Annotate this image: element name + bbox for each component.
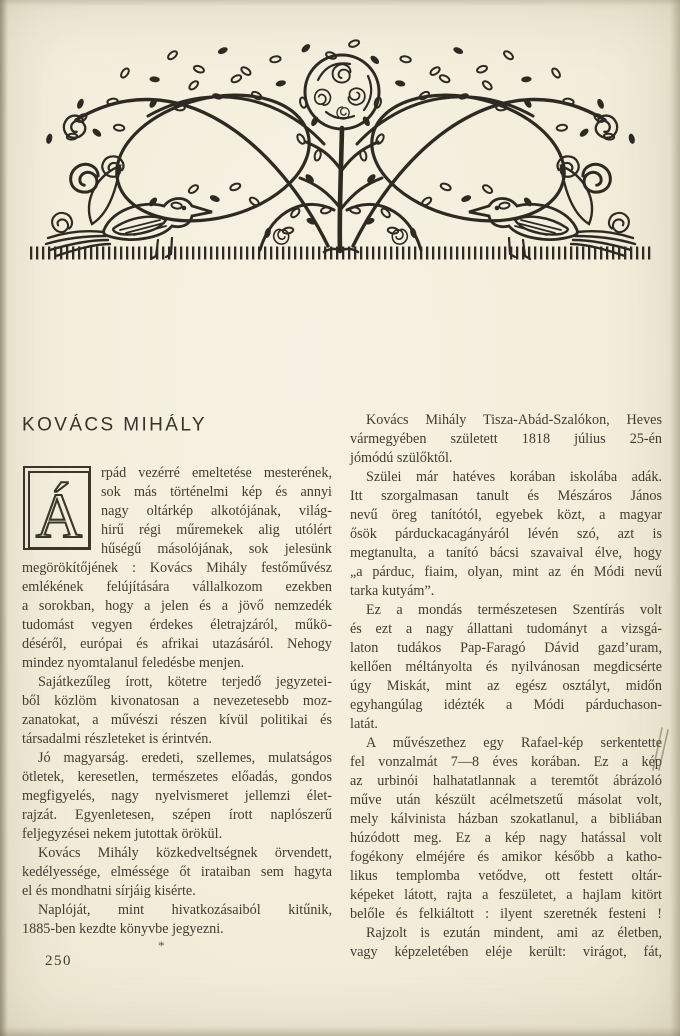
text-line: fogékony elméjére és amikor később a katho- [350, 849, 662, 865]
paper-edge-right [670, 0, 680, 1036]
paragraph [22, 749, 332, 844]
text-line: megörökítőjének : Kovács Mihály festőművész [22, 560, 332, 576]
text-line: Ez a mondás természetesen Szentírás volt [366, 602, 662, 618]
text-line: társadalmi részleteket is érintvén. [22, 731, 212, 747]
text-line: „a párduc, fiaim, olyan, mint az én Módi nevű [350, 564, 662, 580]
text-line: a sorokban, hogy a jelen és a jövő nemzedék [22, 598, 332, 614]
paragraph [350, 601, 662, 734]
text-line: úgy Miskát, mint az egész osztályt, midőn [350, 678, 662, 694]
article-title: KOVÁCS MIHÁLY [22, 414, 207, 436]
text-line: mely kálvinista házban szokatlanul, a bibliában [350, 811, 662, 827]
paragraph [22, 844, 332, 901]
text-line: megtanulta, a tanító bácsi szavaival élve, hogy [350, 545, 662, 561]
section-separator-asterisk: * [158, 938, 165, 953]
text-line: hirű régi műremekek alig utólért [101, 522, 332, 538]
text-line: latát. [350, 716, 378, 732]
text-line: hűségű másolójának, sok jelesünk [101, 541, 332, 557]
text-line: mindez nyomtalanul feledésbe menjen. [22, 655, 245, 671]
text-line: laton tudákos Pap-Faragó Dávid gazd’uram, [350, 640, 662, 656]
text-line: Jó magyarság. eredeti, szellemes, mulatságos [38, 750, 332, 766]
paragraph [22, 464, 332, 673]
paper-edge-left [0, 0, 8, 1036]
drop-cap-box [23, 466, 91, 550]
paragraph [350, 734, 662, 924]
text-line: ősök párduckacagányáról lévén szó, azt is [350, 526, 662, 542]
text-line: Szülei már hatéves korában iskolába adák. [366, 469, 662, 485]
text-line: kellően méltányolta és nyilvánosan megdicsérte [350, 659, 662, 675]
text-line: Naplóját, mint hivatkozásaiból kitűnik, [38, 902, 332, 918]
text-line: húzódott meg. Ez a kép nagy hatással volt [350, 830, 662, 846]
text-line: és ezt a nagy állattani tudományt a vizsgá- [350, 621, 662, 637]
paragraph [22, 673, 332, 749]
text-line: Kovács Mihály Tisza-Abád-Szalókon, Heves [366, 412, 662, 428]
text-line: Rajzolt is ezután mindent, ami az életben, [366, 925, 662, 941]
text-line: likus templomba vetődve, ott festett oltár- [350, 868, 662, 884]
page-number: 250 [45, 953, 72, 969]
text-line: nevű öreg tanítótól, egyebek közt, a magyar [350, 507, 662, 523]
text-line: belőle és felkiáltott : ilyent szeretnék festeni ! [350, 906, 662, 922]
text-line: feljegyzései nekem jutottak örökül. [22, 826, 223, 842]
text-line: fel vonzalmát 7—8 éves korában. Ez a kép [350, 754, 662, 770]
text-line: az urbinói halhatatlannak a teremtőt ábrázoló [350, 773, 662, 789]
paragraph [22, 901, 332, 939]
text-line: Kovács Mihály közkedveltségnek örvendett, [38, 845, 332, 861]
text-line: kedélyessége, elméssége őt irataiban sem hagyta [22, 864, 332, 880]
text-line: zanatokat, a művészi részen kívül politikai és [22, 712, 332, 728]
text-line: vagy képzeletében eléje került: virágot, fát, [350, 944, 662, 960]
text-line: sok más történelmi kép és annyi [101, 484, 332, 500]
text-line: rpád vezérré emeltetése mesterének, [101, 465, 332, 481]
paragraph [350, 924, 662, 962]
text-line: Sajátkezűleg írott, kötetre terjedő jegyzetei- [38, 674, 332, 690]
text-line: egyhangúlag idézték a Módi párduchason- [350, 697, 662, 713]
text-line: nagy oltárkép alkotójának, világ- [101, 503, 332, 519]
paragraph [350, 411, 662, 468]
text-line: el és mondhatni sírjáig kisérte. [22, 883, 196, 899]
drop-cap-letter: Á [35, 480, 83, 551]
text-line: Itt szorgalmasan tanult és Mészáros János [350, 488, 662, 504]
text-line: déséről, európai és afrikai utazásáról. Nehogy [22, 636, 332, 652]
paper-edge-bottom [0, 1027, 680, 1036]
text-line: megfigyelés, nagy nyelvismeret jellemzi élet- [22, 788, 332, 804]
text-line: tudomást vegyen érdekes életrajzáról, műkö- [22, 617, 332, 633]
text-line: képeket látott, rajta a feszületet, a hajlam kitört [350, 887, 662, 903]
paper-edge-top [0, 0, 680, 6]
right-text-column [350, 411, 662, 962]
text-line: vármegyében született 1818 július 25-én [350, 431, 662, 447]
text-line: ötletek, keresetlen, természetes előadás, gondos [22, 769, 332, 785]
paragraph [350, 468, 662, 601]
header-ornament-tree-with-doves [28, 24, 653, 262]
text-line: rajzát. Egyenletesen, szépen írott naplószerű [22, 807, 332, 823]
text-line: jómódú szülőktől. [350, 450, 453, 466]
text-line: emlékének felújítására vállalkozom ezekben [22, 579, 332, 595]
text-line: A művészethez egy Rafael-kép serkentette [366, 735, 662, 751]
text-line: tarka kutyám”. [350, 583, 435, 599]
text-line: 1885-ben kezdte könyvbe jegyezni. [22, 921, 224, 937]
left-text-column [22, 464, 332, 939]
text-line: műve után készült acélmetszetű másolat volt, [350, 792, 662, 808]
text-line: ből közlöm kivonatosan a nevezetesebb moz- [22, 693, 332, 709]
pencil-margin-mark [645, 720, 671, 776]
